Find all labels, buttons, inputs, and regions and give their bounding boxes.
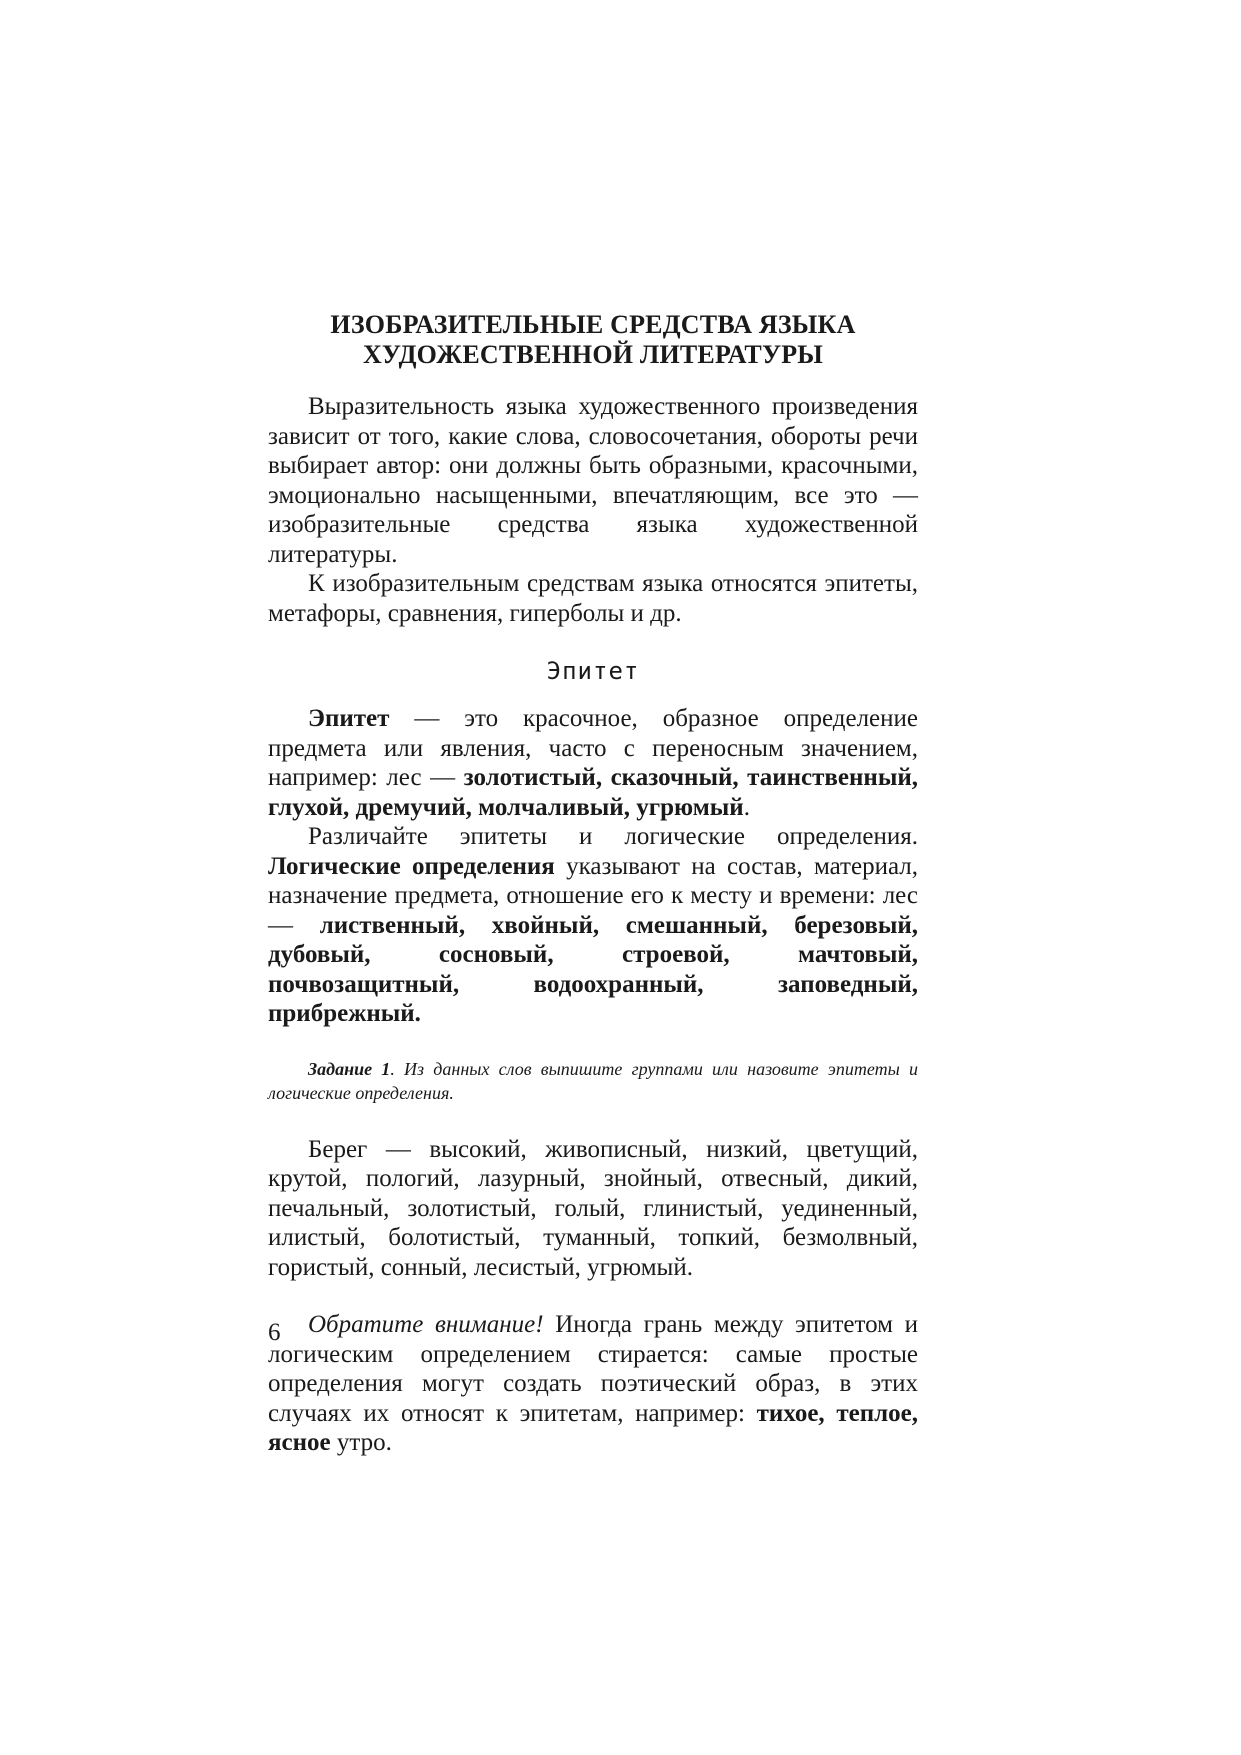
logical-lead: Различайте эпитеты и логические определения. xyxy=(308,823,918,850)
epithet-definition-end: . xyxy=(743,793,750,821)
section-title-epithet: Эпитет xyxy=(546,657,640,685)
logical-definition-text: указывают на состав, материал, назначение предмета, отношение его к месту и времени: лес — xyxy=(268,852,918,939)
logical-term: Логические определения xyxy=(268,852,555,880)
intro-paragraph-2: К изобразительным средствам языка относятся эпитеты, метафоры, сравнения, гиперболы и др. xyxy=(268,570,918,627)
epithet-examples: золотистый, сказочный, таинственный, глухой, дремучий, молчаливый, угрюмый xyxy=(268,764,918,821)
intro-paragraph-1: Выразительность языка художественного произведения зависит от того, какие слова, словосочетания, обороты речи выбирает автор: они должны быть образными, красочными, эмоционально насыщенными, впечатляющим, все это — изобразительные средства языка художественной литературы. xyxy=(268,393,918,568)
main-title-line-2: ХУДОЖЕСТВЕННОЙ ЛИТЕРАТУРЫ xyxy=(362,340,824,369)
epithet-definition-paragraph xyxy=(268,704,918,822)
task-label: Задание 1 xyxy=(308,1058,391,1079)
task-text: . Из данных слов выпишите группами или назовите эпитеты и логические определения. xyxy=(268,1058,918,1103)
main-title xyxy=(268,310,918,370)
note-lead: Обратите внимание! xyxy=(308,1311,544,1338)
exercise-paragraph: Берег — высокий, живописный, низкий, цветущий, крутой, пологий, лазурный, знойный, отвесный, дикий, печальный, золотистый, голый, глинистый, уединенный, илистый, болотистый, туманный, топкий, безмолвный, гористый, сонный, лесистый, угрюмый. xyxy=(268,1135,918,1281)
note-text: Иногда грань между эпитетом и логическим определением стирается: самые простые определения могут создать поэтический образ, в этих случаях их относят к эпитетам, например: xyxy=(268,1311,918,1427)
page-content xyxy=(268,310,918,1458)
page-number: 6 xyxy=(268,1319,281,1346)
spacer xyxy=(268,1282,918,1310)
logical-examples: лиственный, хвойный, смешанный, березовый, дубовый, сосновый, строевой, мачтовый, почвозащитный, водоохранный, заповедный, прибрежный. xyxy=(268,911,919,1027)
note-examples: тихое, теплое, ясное xyxy=(268,1399,918,1456)
main-title-line-1: ИЗОБРАЗИТЕЛЬНЫЕ СРЕДСТВА ЯЗЫКА xyxy=(330,310,856,339)
epithet-definition-text: — это красочное, образное определение предмета или явления, часто с переносным значением, например: лес — xyxy=(268,705,918,791)
epithet-term: Эпитет xyxy=(308,705,390,732)
logical-definition-paragraph xyxy=(268,822,918,1029)
note-end: утро. xyxy=(330,1429,392,1456)
task-1 xyxy=(268,1057,918,1105)
note-paragraph xyxy=(268,1310,918,1458)
